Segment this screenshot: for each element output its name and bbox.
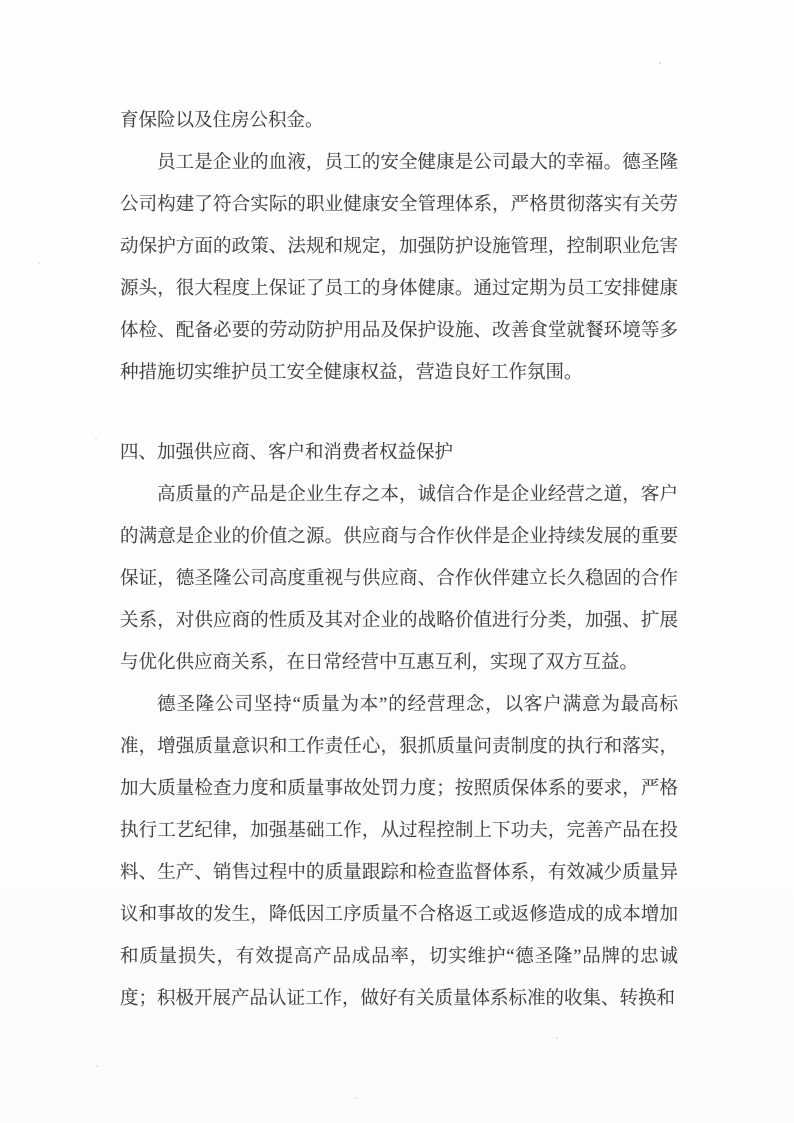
paragraph: 员工是企业的血液，员工的安全健康是公司最大的幸福。德圣隆公司构建了符合实际的职业健康安全管理体系，严格贯彻落实有关劳动保护方面的政策、法规和规定，加强防护设施管理，控制职业危害源头，很大程度上保证了员工的身体健康。通过定期为员工安排健康体检、配备必要的劳动防护用品及保护设施、改善食堂就餐环境等多种措施切实维护员工安全健康权益，营造良好工作氛围。 — [120, 153, 678, 383]
paragraph: 育保险以及住房公积金。 — [120, 111, 324, 131]
scan-speck — [96, 1065, 98, 1067]
scan-speck — [95, 438, 97, 440]
scan-speck — [38, 262, 40, 264]
paragraph: 德圣隆公司坚持“质量为本”的经营理念，以客户满意为最高标准，增强质量意识和工作责任心，狠抓质量问责制度的执行和落实，加大质量检查力度和质量事故处罚力度；按照质保体系的要求，严格执行工艺纪律，加强基础工作，从过程控制上下功夫，完善产品在投料、生产、销售过程中的质量跟踪和检查监督体系，有效减少质量异议和事故的发生，降低因工序质量不合格返工或返修造成的成本增加和质量损失，有效提高产品成品率，切实维护“德圣隆”品牌的忠诚度；积极开展产品认证工作，做好有关质量体系标准的收集、转换和 — [120, 695, 678, 1009]
scan-speck — [355, 1097, 357, 1099]
document-text-block — [120, 100, 678, 1020]
section-heading: 四、加强供应商、客户和消费者权益保护 — [120, 443, 454, 463]
paragraph: 高质量的产品是企业生存之本，诚信合作是企业经营之道，客户的满意是企业的价值之源。供应商与合作伙伴是企业持续发展的重要保证，德圣隆公司高度重视与供应商、合作伙伴建立长久稳固的合作关系，对供应商的性质及其对企业的战略价值进行分类，加强、扩展与优化供应商关系，在日常经营中互惠互利，实现了双方互益。 — [120, 485, 678, 673]
scan-speck — [556, 1037, 558, 1039]
scan-speck — [659, 62, 661, 64]
